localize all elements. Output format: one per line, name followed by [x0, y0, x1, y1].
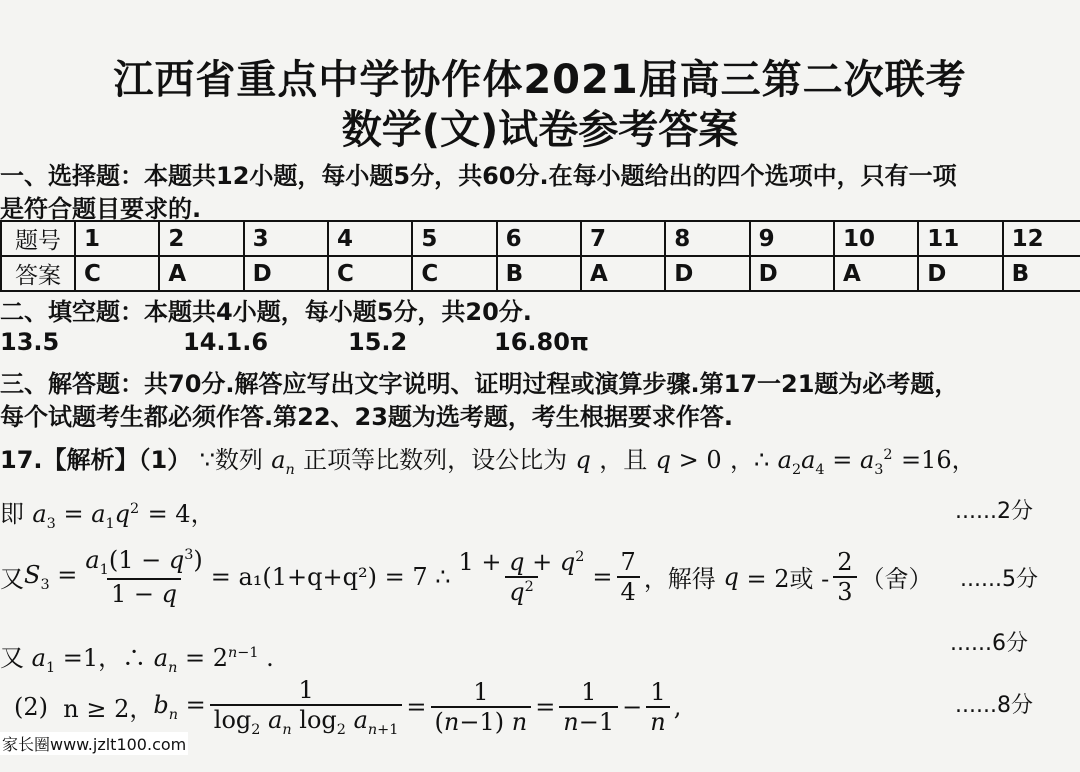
points-8: ......8分 [955, 693, 1033, 718]
q17-line3-note: （舍） [860, 565, 933, 594]
question-number: 6 [497, 221, 581, 256]
section2-intro: 二、填空题：本题共4小题，每小题5分，共20分. [0, 298, 532, 326]
q17-line4-mid: =1，∴ [62, 644, 147, 672]
watermark: 家长圈www.jzlt100.com [0, 732, 188, 755]
q17-line3: 又 $S_3$ = $\frac{a_1(1 - q^3)}{1 - q}$ = a₁(1+q+q²) = 7 ∴ $\frac{1 + q + q^2}{q^2}$ = $\frac{7}{4}$ ，解得 q = 2或 - $\frac{2}{3}$ （舍） [0, 546, 933, 608]
question-number: 12 [1003, 221, 1080, 256]
section3-intro-line2: 每个试题考生都必须作答.第22、23题为选考题，考生根据要求作答. [0, 403, 734, 431]
answer-table-answer-row [1, 256, 1080, 291]
q17-line2: 即 $a_3 = a_1q^2 = 4$， [0, 500, 215, 532]
answer-cell: D [918, 256, 1002, 291]
answer-cell: A [581, 256, 665, 291]
answer-table-question-row [1, 221, 1080, 256]
fraction-second-term: $\frac{1}{n}$ [646, 678, 669, 736]
fill-answer-16: 16.80π [494, 328, 589, 356]
q17-part2: (2) n ≥ 2， $b_n$ = $\frac{1}{\log_2 a_n \log_2 a_{n+1}}$ = $\frac{1}{(n-1) n}$ = $\frac{1}{n-1}$ − $\frac{1}{n}$ , [14, 676, 682, 738]
q17-text5: =16， [900, 446, 976, 474]
question-number: 8 [665, 221, 749, 256]
row-header-answer: 答案 [1, 256, 75, 291]
section1-intro-line2: 是符合题目要求的. [0, 195, 202, 223]
q17-line3-prefix: 又 [0, 565, 24, 594]
question-number: 7 [581, 221, 665, 256]
q17-line3-mid: = a₁(1+q+q²) = 7 ∴ [210, 562, 451, 591]
answer-cell: B [497, 256, 581, 291]
answer-cell: D [665, 256, 749, 291]
q17-line4-prefix: 又 [0, 644, 24, 672]
fraction-first-term: $\frac{1}{n-1}$ [559, 678, 618, 736]
q17-text4: ，∴ [730, 446, 770, 474]
fraction-seven-fourths: $\frac{7}{4}$ [617, 548, 640, 606]
q17-text1: ∵数列 [199, 446, 263, 474]
row-header-question: 题号 [1, 221, 75, 256]
document-title-line2: 数学(文)试卷参考答案 [341, 107, 739, 153]
points-2: ......2分 [955, 499, 1033, 524]
question-number: 5 [412, 221, 496, 256]
question-number: 1 [75, 221, 159, 256]
question-number: 9 [750, 221, 834, 256]
fraction-s3: $\frac{a_1(1 - q^3)}{1 - q}$ [85, 546, 203, 608]
q17-part2-cond: n ≥ 2， [63, 695, 154, 724]
q17-line3-result: = 2或 - [746, 565, 830, 594]
q17-line1: 17.【解析】（1） ∵数列 $a_n$ 正项等比数列，设公比为 q ，且 q > 0 ，∴ $a_2a_4 = a_3^2 =16$， [0, 446, 976, 478]
fill-answer-15: 15.2 [348, 328, 408, 356]
points-6: ......6分 [950, 631, 1028, 656]
answer-cell: C [412, 256, 496, 291]
fraction-ratio: $\frac{1 + q + q^2}{q^2}$ [458, 547, 585, 606]
fill-answer-13: 13.5 [0, 328, 60, 356]
q17-line3-solve: ，解得 [643, 565, 716, 594]
q17-text2: 正项等比数列，设公比为 [303, 446, 568, 474]
question-number: 11 [918, 221, 1002, 256]
fraction-bn: $\frac{1}{\log_2 a_n \log_2 a_{n+1}}$ [210, 676, 403, 738]
answer-cell: C [75, 256, 159, 291]
answer-cell: A [834, 256, 918, 291]
answer-cell: A [159, 256, 243, 291]
fraction-two-thirds: $\frac{2}{3}$ [833, 548, 856, 606]
section1-intro-line1: 一、选择题：本题共12小题，每小题5分，共60分.在每小题给出的四个选项中，只有一项 [0, 162, 957, 190]
fraction-product: $\frac{1}{(n-1) n}$ [431, 678, 532, 736]
q17-line4: 又 $a_1 =1$，∴ $a_n = 2^{n-1}$ . [0, 644, 274, 676]
answer-cell: D [244, 256, 328, 291]
question-number: 10 [834, 221, 918, 256]
question-number: 4 [328, 221, 412, 256]
document-title-line1: 江西省重点中学协作体2021届高三第二次联考 [113, 57, 967, 103]
answer-cell: D [750, 256, 834, 291]
answer-table [0, 220, 1080, 292]
q17-text3: ，且 [599, 446, 648, 474]
fill-answer-14: 14.1.6 [183, 328, 269, 356]
q17-line4-end: . [266, 644, 274, 672]
points-5: ......5分 [960, 567, 1038, 592]
q17-part2-label: (2) [14, 692, 48, 721]
question-number: 2 [159, 221, 243, 256]
q17-line2-prefix: 即 [0, 500, 24, 528]
answer-cell: B [1003, 256, 1080, 291]
section3-intro-line1: 三、解答题：共70分.解答应写出文字说明、证明过程或演算步骤.第17一21题为必考题， [0, 370, 959, 398]
question-number: 3 [244, 221, 328, 256]
answer-cell: C [328, 256, 412, 291]
q17-line2-expr: = 4， [147, 500, 215, 528]
q17-label: 17.【解析】（1） [0, 446, 192, 474]
